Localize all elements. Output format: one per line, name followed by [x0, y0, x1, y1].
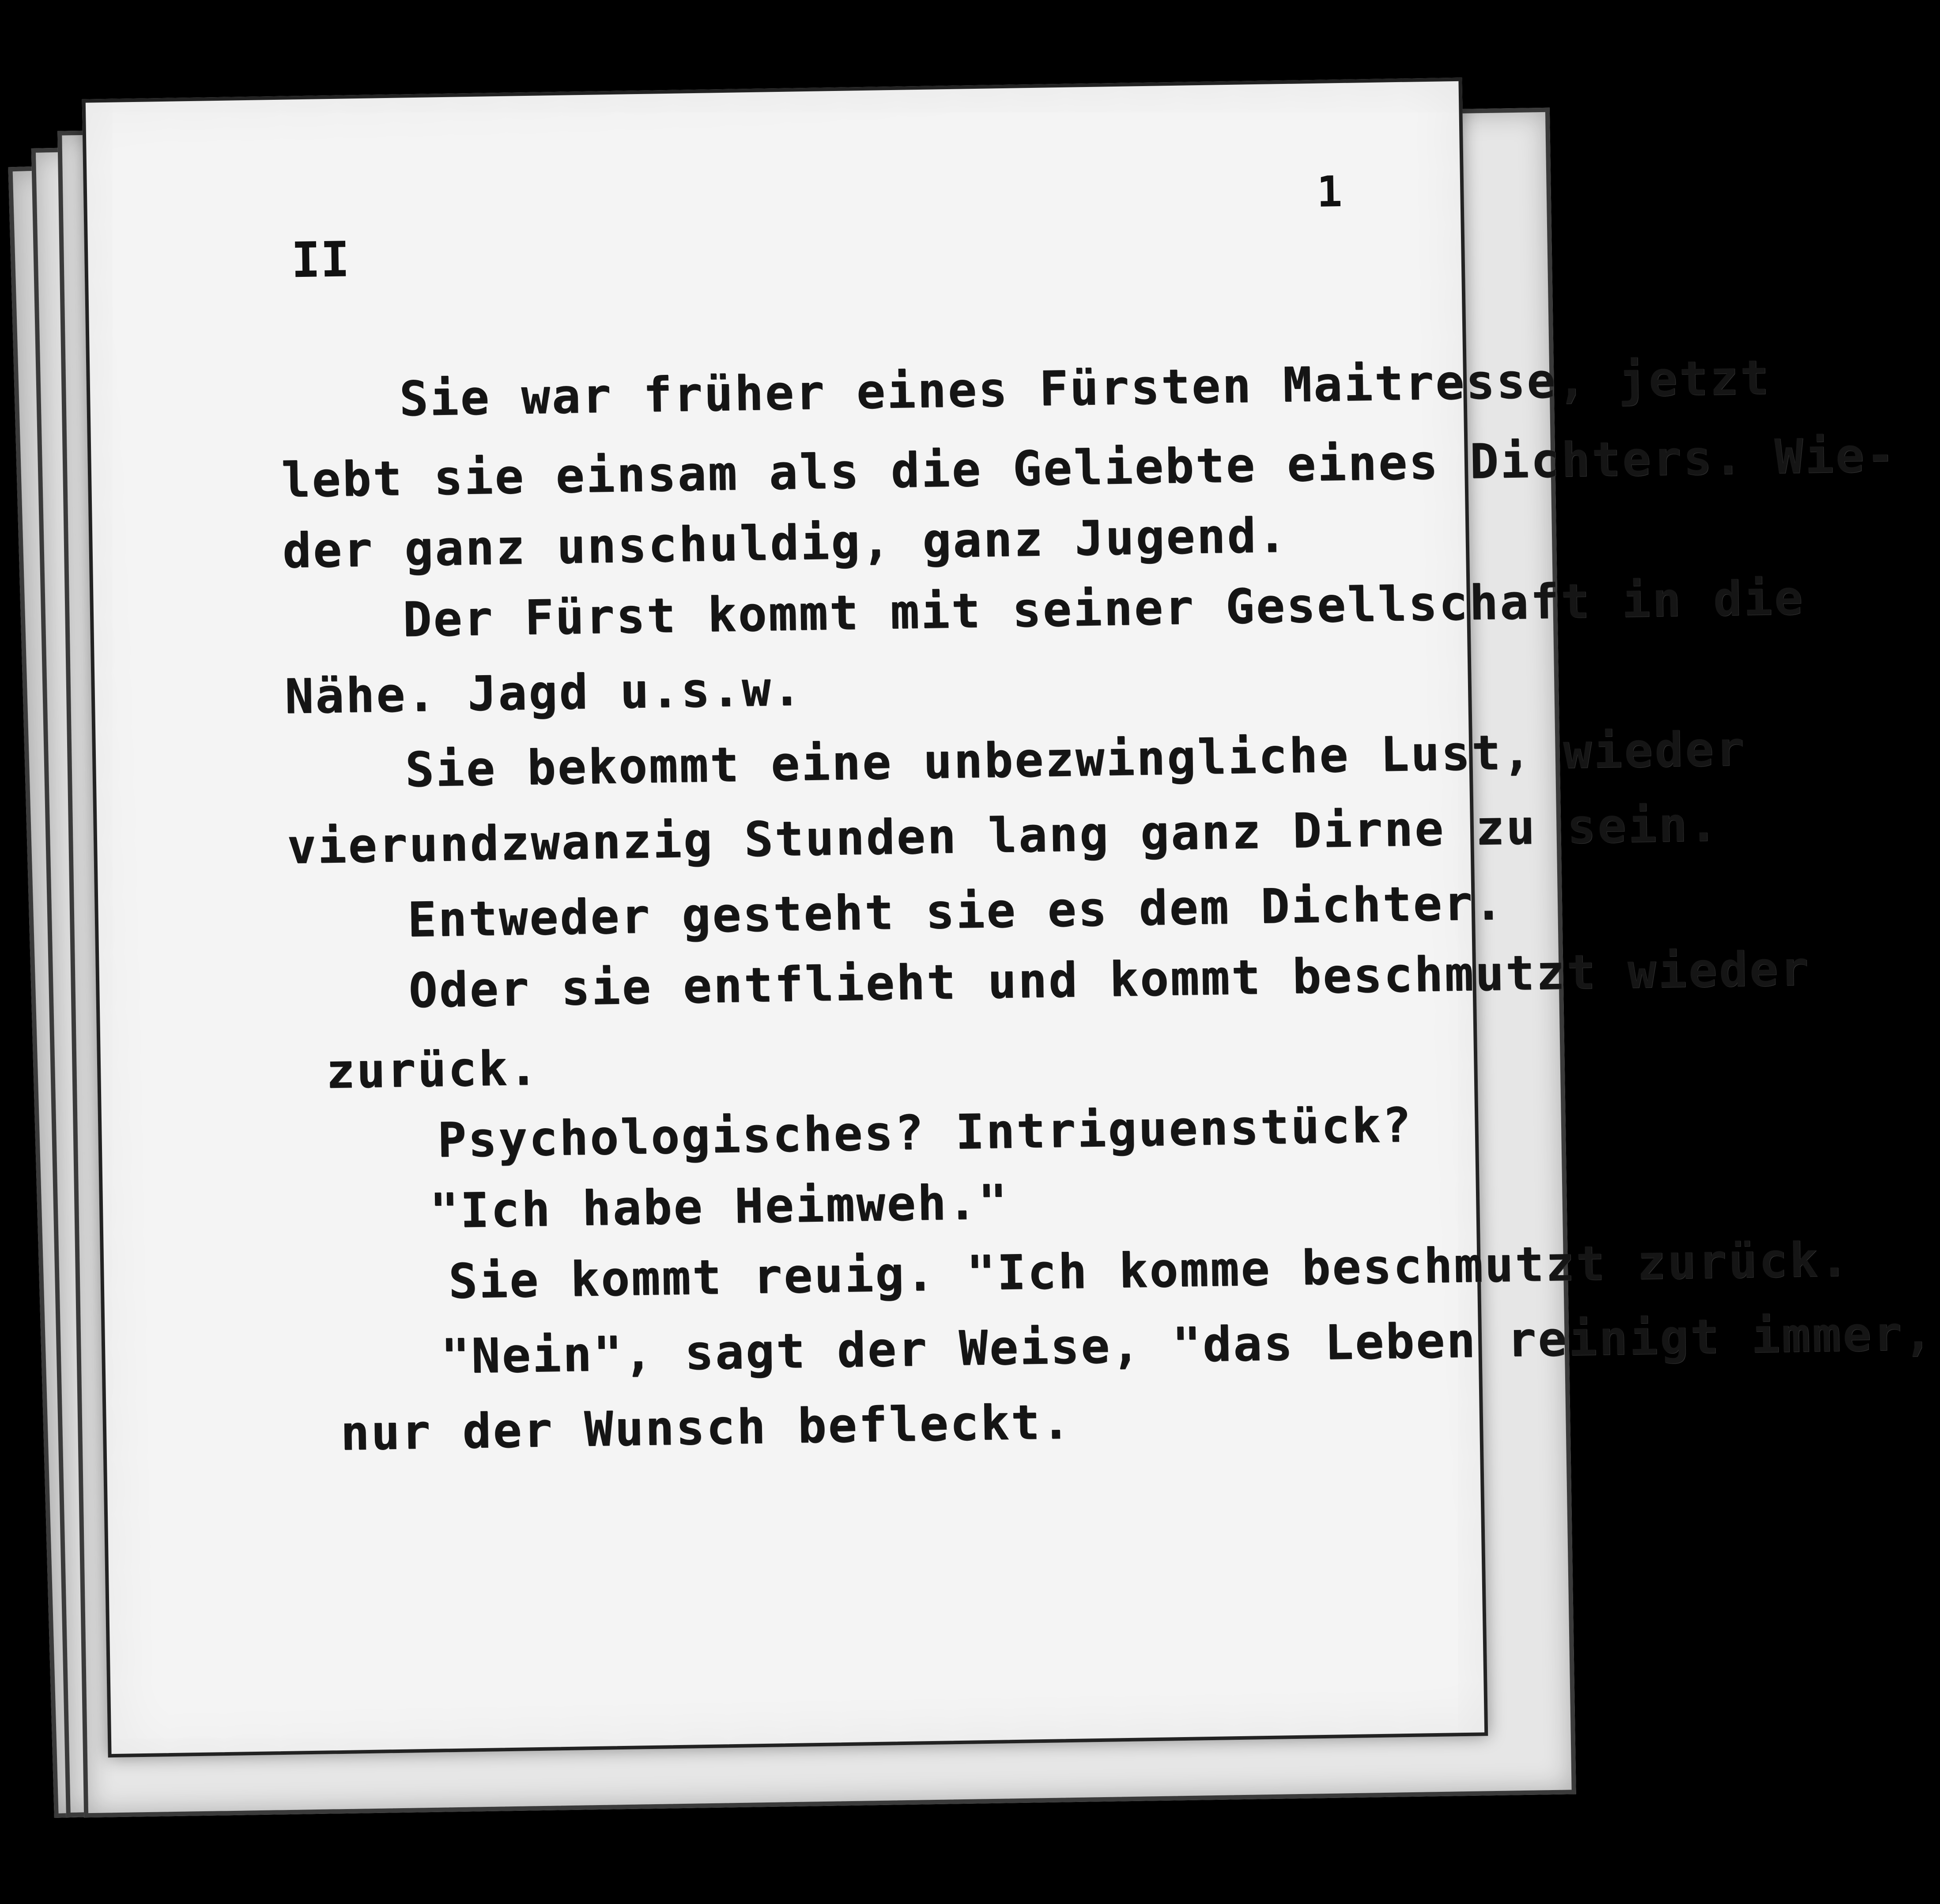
text-line: "Nein", sagt der Weise, "das Leben reinigt immer,: [440, 1306, 1935, 1385]
text-line: nur der Wunsch befleckt.: [340, 1394, 1072, 1461]
text-line: Sie war früher eines Fürsten Maitresse, jetzt: [399, 350, 1771, 427]
margin-mark: II: [291, 231, 350, 289]
text-line: Sie bekommt eine unbezwingliche Lust, wieder: [404, 721, 1747, 798]
text-line: vierundzwanzig Stunden lang ganz Dirne zu sein.: [287, 797, 1720, 875]
text-line: Nähe. Jagd u.s.w.: [284, 661, 804, 725]
typewritten-page: [82, 78, 1935, 1758]
text-line: Sie kommt reuig. "Ich komme beschmutzt zurück.: [448, 1232, 1851, 1310]
text-line: Der Fürst kommt mit seiner Gesellschaft in die: [402, 570, 1805, 648]
page-number: 1: [1316, 166, 1343, 217]
text-line: "Ich habe Heimweh.": [429, 1175, 1009, 1239]
text-line: Psychologisches? Intriguenstück?: [437, 1097, 1413, 1168]
text-line: zurück.: [325, 1040, 540, 1099]
text-line: der ganz unschuldig, ganz Jugend.: [282, 508, 1289, 579]
text-line: Oder sie entflieht und kommt beschmutzt wieder: [408, 941, 1811, 1019]
text-line: lebt sie einsam als die Geliebte eines Dichters. Wie-: [281, 427, 1897, 508]
text-line: Entweder gesteht sie es dem Dichter.: [407, 875, 1505, 948]
